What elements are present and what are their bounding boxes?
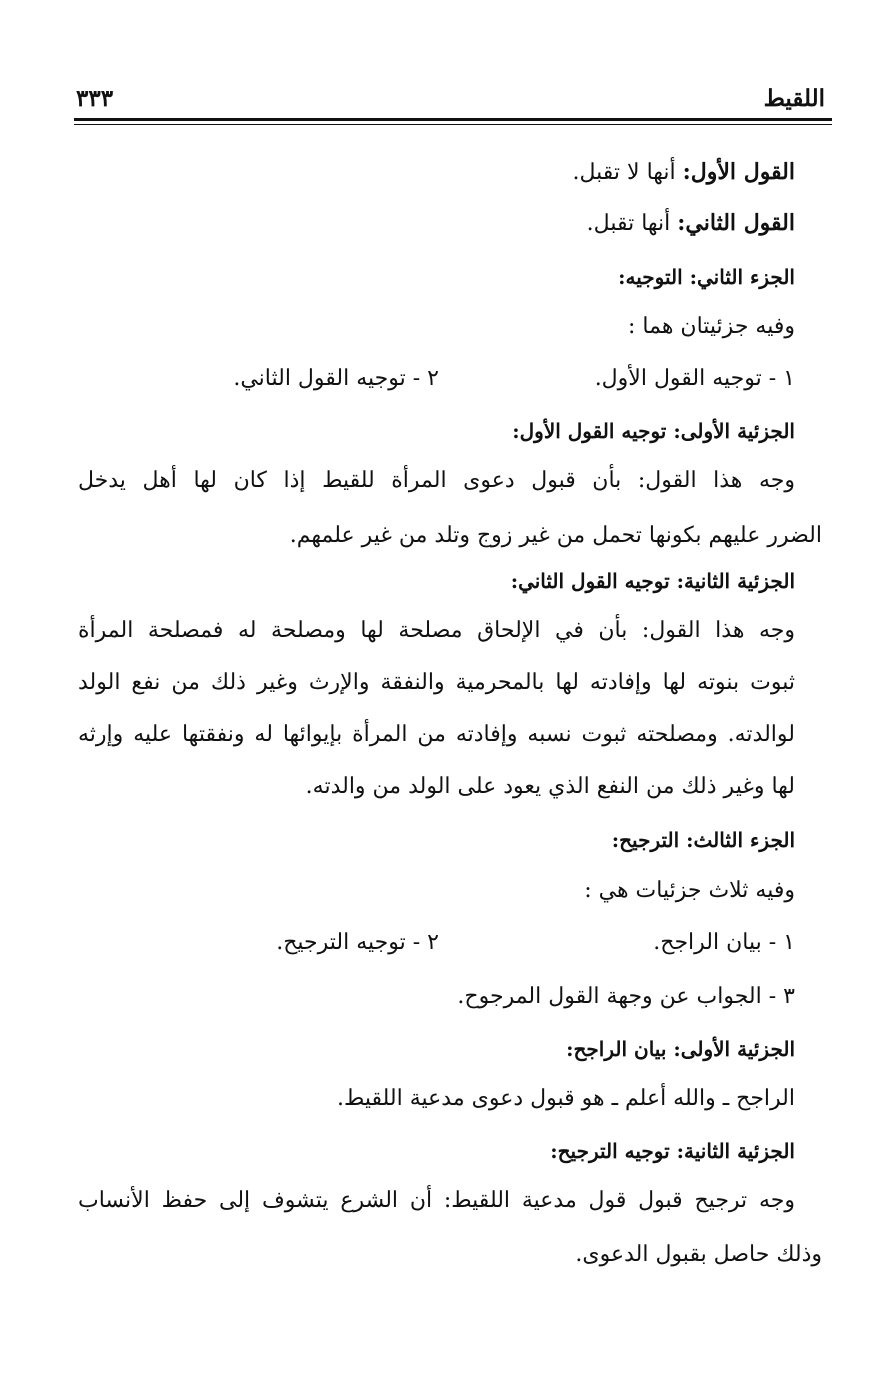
sub3-text: الراجح ـ والله أعلم ـ هو قبول دعوى مدعية اللقيط. — [337, 1086, 795, 1111]
opinion-2-label: القول الثاني: — [677, 210, 795, 236]
sub1-heading: الجزئية الأولى: توجيه القول الأول: — [512, 419, 795, 443]
header-rule-thin — [74, 124, 832, 125]
part2-heading: الجزء الثاني: التوجيه: — [618, 265, 795, 289]
part2-item-2: ٢ - توجيه القول الثاني. — [233, 366, 439, 391]
part3-item-1: ١ - بيان الراجح. — [653, 930, 795, 955]
opinion-2 — [587, 206, 795, 241]
part3-item-3: ٣ - الجواب عن وجهة القول المرجوح. — [457, 984, 795, 1009]
sub3-heading: الجزئية الأولى: بيان الراجح: — [566, 1037, 795, 1061]
sub2-line-2: ثبوت بنوته لها وإفادته لها بالمحرمية والنفقة والإرث وغير ذلك من نفع الولد — [78, 670, 795, 695]
sub4-heading: الجزئية الثانية: توجيه الترجيح: — [550, 1139, 795, 1163]
part3-intro: وفيه ثلاث جزئيات هي : — [584, 878, 795, 903]
sub2-heading: الجزئية الثانية: توجيه القول الثاني: — [510, 569, 795, 593]
running-header-title: اللقيط — [763, 85, 825, 112]
sub2-line-1: وجه هذا القول: بأن في الإلحاق مصلحة لها ومصلحة له فمصلحة المرأة — [78, 618, 795, 643]
page-number: ٣٣٣ — [76, 85, 114, 112]
part3-heading: الجزء الثالث: الترجيح: — [611, 828, 795, 852]
part3-item-2: ٢ - توجيه الترجيح. — [276, 930, 439, 955]
sub4-line-2: وذلك حاصل بقبول الدعوى. — [575, 1242, 822, 1267]
part2-intro: وفيه جزئيتان هما : — [628, 314, 795, 339]
sub2-line-3: لوالدته. ومصلحته ثبوت نسبه وإفادته من المرأة بإيوائها له ونفقتها عليه وإرثه — [78, 722, 795, 747]
opinion-1-label: القول الأول: — [682, 159, 795, 185]
sub1-line-2: الضرر عليهم بكونها تحمل من غير زوج وتلد من غير علمهم. — [289, 523, 822, 548]
sub1-line-1: وجه هذا القول: بأن قبول دعوى المرأة للقيط إذا كان لها أهل يدخل — [78, 468, 795, 493]
part2-item-1: ١ - توجيه القول الأول. — [594, 366, 795, 391]
sub4-line-1: وجه ترجيح قبول قول مدعية اللقيط: أن الشرع يتشوف إلى حفظ الأنساب — [78, 1188, 795, 1213]
opinion-1 — [572, 155, 795, 190]
sub2-line-4: لها وغير ذلك من النفع الذي يعود على الولد من والدته. — [305, 774, 795, 799]
header-rule-thick — [74, 118, 832, 121]
opinion-1-text: أنها لا تقبل. — [572, 160, 676, 185]
opinion-2-text: أنها تقبل. — [586, 211, 671, 236]
